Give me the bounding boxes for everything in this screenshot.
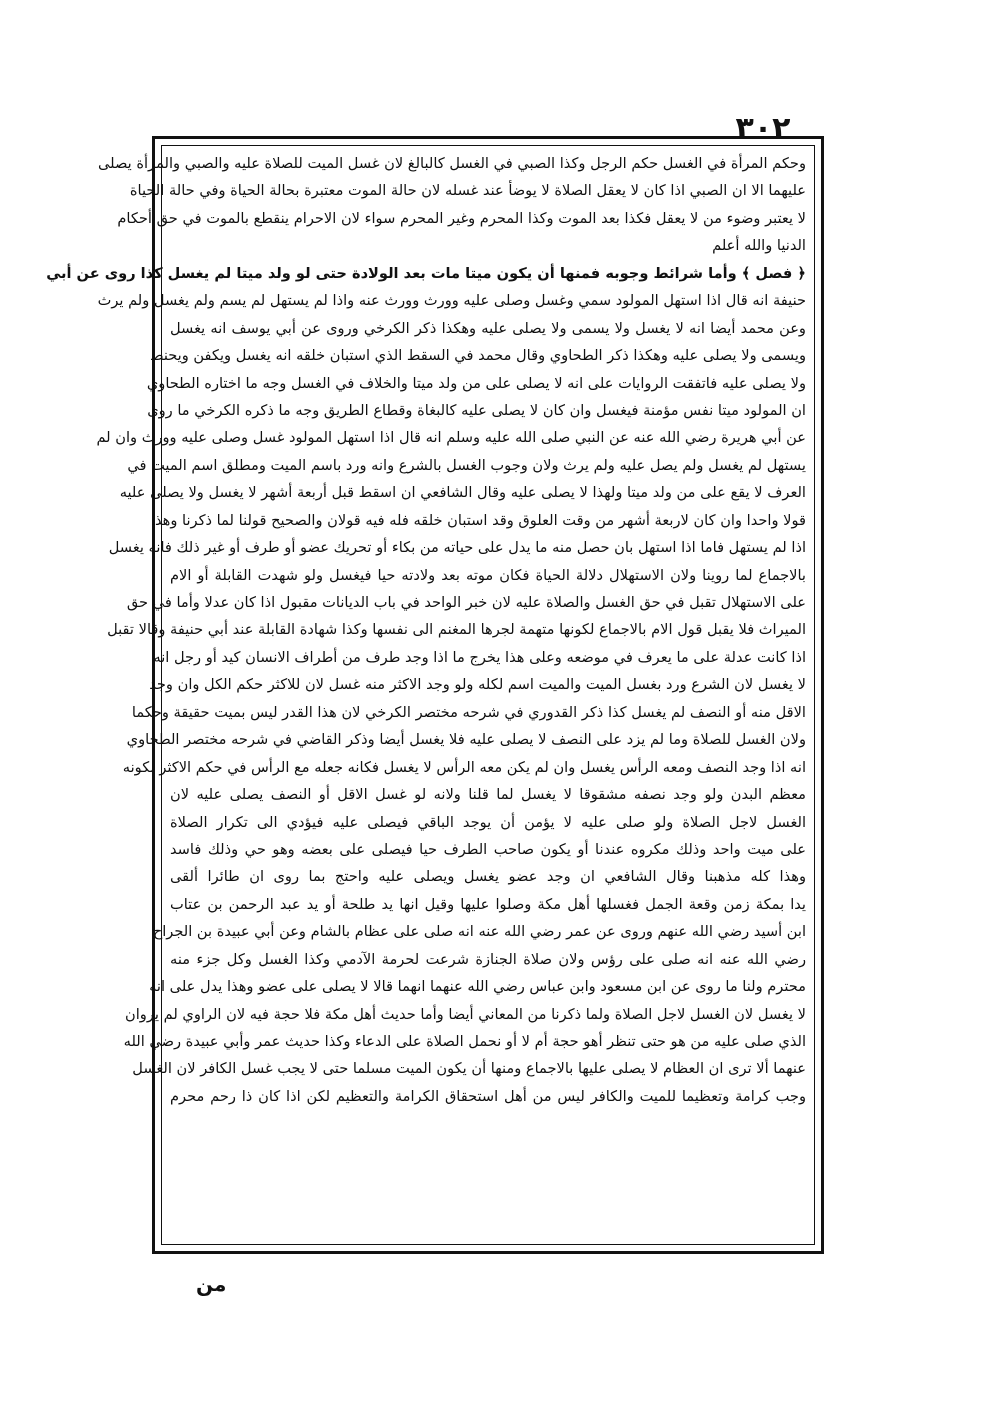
text-line: اذا لم يستهل فاما اذا استهل بان حصل منه ما يدل على حياته من بكاء أو تحريك عضو أو طرف أو غير ذلك فانه يغسل [108, 539, 806, 557]
text-line: ابن أسيد رضي الله عنهم وروى عن عمر رضي الله عنه انه صلى على عظام بالشام وعن أبي عبيدة بن الجراح [152, 923, 806, 941]
text-line: انه اذا وجد النصف ومعه الرأس يغسل وان لم يكن معه الرأس لا يغسل فكانه جعله مع الرأس في حكم الاكثر لكونه [122, 758, 806, 776]
text-line: لا يعتبر وضوء من لا يعقل فكذا بعد الموت وكذا المحرم وغير المحرم سواء لان الاحرام ينقطع بالموت في حق أحكام [117, 209, 806, 227]
text-line: ولا يصلى عليه فاتفقت الروايات على انه لا يصلى على من ولد ميتا والخلاف في الغسل وجه ما اختاره الطحاوي [146, 374, 806, 392]
text-line: وجب كرامة وتعظيما للميت والكافر ليس من أهل استحقاق الكرامة والتعظيم لكن اذا كان ذا رحم محرم [170, 1087, 806, 1105]
text-line: وعن محمد أيضا انه لا يغسل ولا يسمى ولا يصلى عليه وهكذا ذكر الكرخي وروى عن أبي يوسف انه يغسل [170, 319, 806, 337]
text-line: وهذا كله مذهبنا وقال الشافعي ان وجد عضو يغسل ويصلى عليه واحتج بما روى ان طائرا ألقى [170, 868, 806, 886]
text-line: على ميت واحد وذلك مكروه عندنا أو يكون صاحب الطرف حيا فيصلى على بعضه وهو حي وذلك فاسد [170, 840, 806, 858]
text-line: ان المولود ميتا نفس مؤمنة فيغسل وان كان لا يصلى عليه كالبغاة وقطاع الطريق وجه ما ذكره الكرخي ما روى [147, 401, 806, 419]
text-line: محترم ولنا ما روى عن ابن مسعود وابن عباس رضي الله عنهما انهما قالا لا يصلى على عضو وهذا يدل على انه [149, 978, 806, 996]
text-line: ولان الغسل للصلاة وما لم يزد على النصف لا يصلى عليه فلا يغسل أيضا وذكر القاضي في شرحه مختصر الطحاوي [126, 731, 806, 749]
text-line: الميراث فلا يقبل قول الام بالاجماع لكونها متهمة لجرها المغنم الى نفسها وكذا شهادة القابلة عند أبي حنيفة وقالا تقبل [107, 621, 806, 639]
text-line: حنيفة انه قال اذا استهل المولود سمي وغسل وصلى عليه وورث وورث عنه واذا لم يستهل لم يسم ولم يغسل ولم يرث [97, 292, 806, 310]
text-line: عليهما الا ان الصبي اذا كان لا يعقل الصلاة لا يوضأ عند غسله لان حالة الموت معتبرة بحالة الحياة وفي حالة الحياة [129, 182, 806, 200]
text-line: لا يغسل لان الغسل لاجل الصلاة ولما ذكرنا من المعاني أيضا وأما حديث أهل مكة فلا حجة فيه لان الراوي لم يروان [125, 1005, 806, 1023]
text-body [46, 150, 806, 1248]
text-line: الدنيا والله أعلم [712, 237, 806, 255]
text-line: الغسل لاجل الصلاة ولو صلى عليه لا يؤمن أن يوجد الباقي فيصلى عليه فيؤدي الى تكرار الصلاة [170, 813, 806, 831]
text-line: يستهل لم يغسل ولم يصل عليه ولم يرث ولان وجوب الغسل بالشرع وانه ورد باسم الميت ومطلق اسم الميت في [127, 456, 806, 474]
text-line: لا يغسل لان الشرع ورد بغسل الميت والميت اسم لكله ولو وجد الاكثر منه غسل لان للاكثر حكم الكل وان وجد [149, 676, 806, 694]
text-line: الذي صلى عليه من هو حتى تنظر أهو حجة أم لا أو نحمل الصلاة على الدعاء وكذا حديث عمر وأبي عبيدة رضي الله [123, 1033, 806, 1050]
text-line: معظم البدن ولو وجد نصفه مشقوقا لا يغسل لما قلنا ولانه لو غسل الاقل أو النصف يصلى عليه لان [170, 786, 806, 804]
text-line: ويسمى ولا يصلى عليه وهكذا ذكر الطحاوي وقال محمد في السقط الذي استبان خلقه انه يغسل ويكفن ويحنط [149, 347, 806, 365]
text-line: اذا كانت عدلة على ما يعرف في موضعه وعلى هذا يخرج ما اذا وجد طرف من أطراف الانسان كيد أو رجل انه [153, 648, 806, 666]
page-number: ٣٠٢ [735, 111, 791, 146]
text-line: عن أبي هريرة رضي الله عنه عن النبي صلى الله عليه وسلم انه قال اذا استهل المولود غسل وصلى عليه وورث وان لم [96, 429, 806, 447]
text-line: قولا واحدا وان كان لاربعة أشهر من وقت العلوق وقد استبان خلقه فله فيه قولان والصحيح قولنا لما ذكرنا وهذا [150, 511, 806, 529]
text-line: وحكم المرأة في الغسل حكم الرجل وكذا الصبي في الغسل كالبالغ لان غسل الميت للصلاة عليه والصبي والمرأة يصلى [98, 155, 806, 172]
text-line: يدا بمكة زمن وقعة الجمل فغسلها أهل مكة وصلوا عليها وقيل انها يد طلحة أو يد عبد الرحمن بن عتاب [170, 895, 806, 913]
text-line: على الاستهلال تقبل في حق الغسل والصلاة عليه لان خبر الواحد في باب الديانات مقبول اذا كان عدلا وأما في حق [126, 594, 806, 611]
text-line: بالاجماع لما روينا ولان الاستهلال دلالة الحياة فكان موته بعد ولادته حيا فيغسل ولو شهدت القابلة أو الام [170, 566, 806, 584]
text-line: الاقل منه أو النصف لم يغسل كذا ذكر القدوري في شرحه مختصر الكرخي لان هذا القدر ليس بميت حقيقة وحكما [131, 703, 806, 721]
text-line: عنهما ألا ترى ان العظام لا يصلى عليها بالاجماع ومنها أن يكون الميت مسلما حتى لا يجب غسل الكافر لان الغسل [132, 1060, 806, 1078]
text-line: رضي الله عنه انه صلى على رؤس ولان صلاة الجنازة شرعت لحرمة الآدمي وكذا الغسل وكل جزء منه [170, 950, 806, 968]
catchword: من [196, 1272, 227, 1296]
text-line: العرف لا يقع على من ولد ميتا ولهذا لا يصلى عليه وقال الشافعي ان اسقط قبل أربعة أشهر لا يغسل ولا يصلى عليه [119, 484, 806, 502]
section-heading-line: ﴿ فصل ﴾ وأما شرائط وجوبه فمنها أن يكون ميتا مات بعد الولادة حتى لو ولد ميتا لم يغسل كذا روى عن أبي [46, 264, 806, 282]
